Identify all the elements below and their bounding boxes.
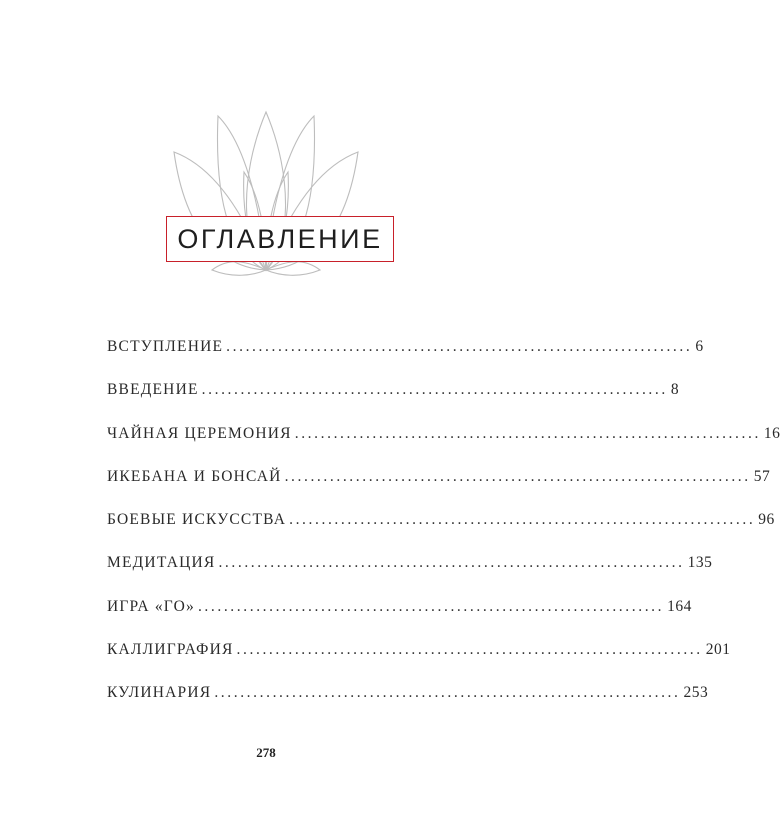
toc-entry-page: 8	[670, 381, 680, 399]
toc-entry-page: 96	[758, 511, 775, 528]
leader-dots: ........................................................................	[284, 467, 751, 485]
toc-entry[interactable]	[107, 684, 709, 727]
page-title: ОГЛАВЛЕНИЕ	[177, 223, 383, 254]
toc-entry-label: ВВЕДЕНИЕ	[107, 381, 199, 399]
toc-entry[interactable]	[107, 511, 775, 554]
toc-entry-page: 253	[683, 684, 709, 701]
toc-entry-label: ЧАЙНАЯ ЦЕРЕМОНИЯ	[107, 424, 292, 442]
toc-entry-page: 6	[695, 338, 704, 355]
toc-entry-label: ИГРА «ГО»	[107, 597, 195, 615]
leader-dots: ........................................................................	[201, 381, 668, 399]
toc-entry-label: МЕДИТАЦИЯ	[107, 554, 216, 572]
toc-entry-label: КАЛЛИГРАФИЯ	[107, 640, 234, 658]
toc-entry[interactable]	[107, 338, 704, 381]
leader-dots: ........................................................................	[197, 597, 665, 615]
toc-entry-page: 16	[763, 424, 780, 442]
toc-entry[interactable]	[107, 381, 680, 424]
toc-entry[interactable]	[107, 640, 731, 684]
toc-entry-label: КУЛИНАРИЯ	[107, 684, 212, 701]
toc-entry[interactable]	[107, 597, 692, 641]
leader-dots: ........................................................................	[294, 424, 761, 442]
leader-dots: ........................................................................	[226, 338, 693, 355]
toc-entry-page: 201	[705, 640, 731, 658]
toc-entry-page: 135	[687, 554, 713, 572]
table-of-contents	[107, 338, 780, 727]
leader-dots: ........................................................................	[236, 640, 703, 658]
toc-title-box	[166, 216, 394, 262]
leader-dots: ........................................................................	[289, 511, 756, 528]
toc-entry[interactable]	[107, 424, 780, 468]
page-number: 278	[256, 745, 276, 760]
leader-dots: ........................................................................	[218, 554, 685, 572]
toc-entry-page: 164	[667, 597, 692, 615]
toc-entry-page: 57	[753, 467, 771, 485]
leader-dots: ........................................................................	[214, 684, 681, 701]
toc-entry-label: БОЕВЫЕ ИСКУССТВА	[107, 511, 287, 528]
toc-entry[interactable]	[107, 554, 713, 597]
toc-entry[interactable]	[107, 467, 771, 511]
toc-entry-label: ИКЕБАНА И БОНСАЙ	[107, 467, 282, 485]
toc-entry-label: ВСТУПЛЕНИЕ	[107, 338, 224, 355]
